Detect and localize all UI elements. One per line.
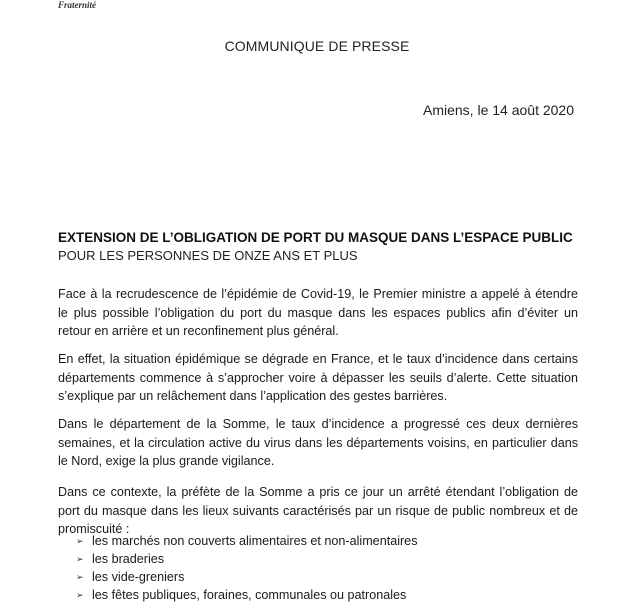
paragraph-intro: Face à la recrudescence de l’épidémie de Covid-19, le Premier ministre a appelé à étendre le plus possible l’obligation du port du masque dans les espaces publics afin d’éviter un retour en arrière et un reconfinement plus général. — [58, 287, 578, 338]
list-item-text: les braderies — [92, 552, 165, 566]
republic-motto-fragment: Fraternité — [58, 0, 97, 10]
list-item-text: les vide-greniers — [92, 570, 185, 584]
paragraph-situation: En effet, la situation épidémique se dégrade en France, et le taux d’incidence dans certains départements commence à s’approcher voire à dépasser les seuils d’alerte. Cette situation s’explique par un relâchement dans l’application des gestes barrières. — [58, 352, 578, 403]
release-title: EXTENSION DE L’OBLIGATION DE PORT DU MASQUE DANS L’ESPACE PUBLIC — [58, 230, 573, 245]
list-item — [76, 532, 418, 550]
locations-list — [76, 532, 418, 604]
paragraph-somme: Dans le département de la Somme, le taux d’incidence a progressé ces deux dernières semaines, et la circulation active du virus dans les départements voisins, en particulier dans le Nord, exige la plus grande vigilance. — [58, 417, 578, 468]
arrow-bullet-icon: ➢ — [76, 554, 84, 564]
arrow-bullet-icon: ➢ — [76, 536, 84, 546]
release-subtitle: POUR LES PERSONNES DE ONZE ANS ET PLUS — [58, 248, 358, 263]
list-item — [76, 586, 418, 604]
list-item-text: les marchés non couverts alimentaires et non-alimentaires — [92, 534, 418, 548]
document-type: COMMUNIQUE DE PRESSE — [224, 38, 410, 54]
paragraph-decision: Dans ce contexte, la préfète de la Somme a pris ce jour un arrêté étendant l’obligation de port du masque dans les lieux suivants caractérisés par un risque de public nombreux et de promiscuité : — [58, 485, 578, 536]
arrow-bullet-icon: ➢ — [76, 572, 84, 582]
list-item — [76, 550, 418, 568]
place-and-date: Amiens, le 14 août 2020 — [423, 102, 574, 118]
list-item — [76, 568, 418, 586]
list-item-text: les fêtes publiques, foraines, communales ou patronales — [92, 588, 407, 602]
arrow-bullet-icon: ➢ — [76, 590, 84, 600]
